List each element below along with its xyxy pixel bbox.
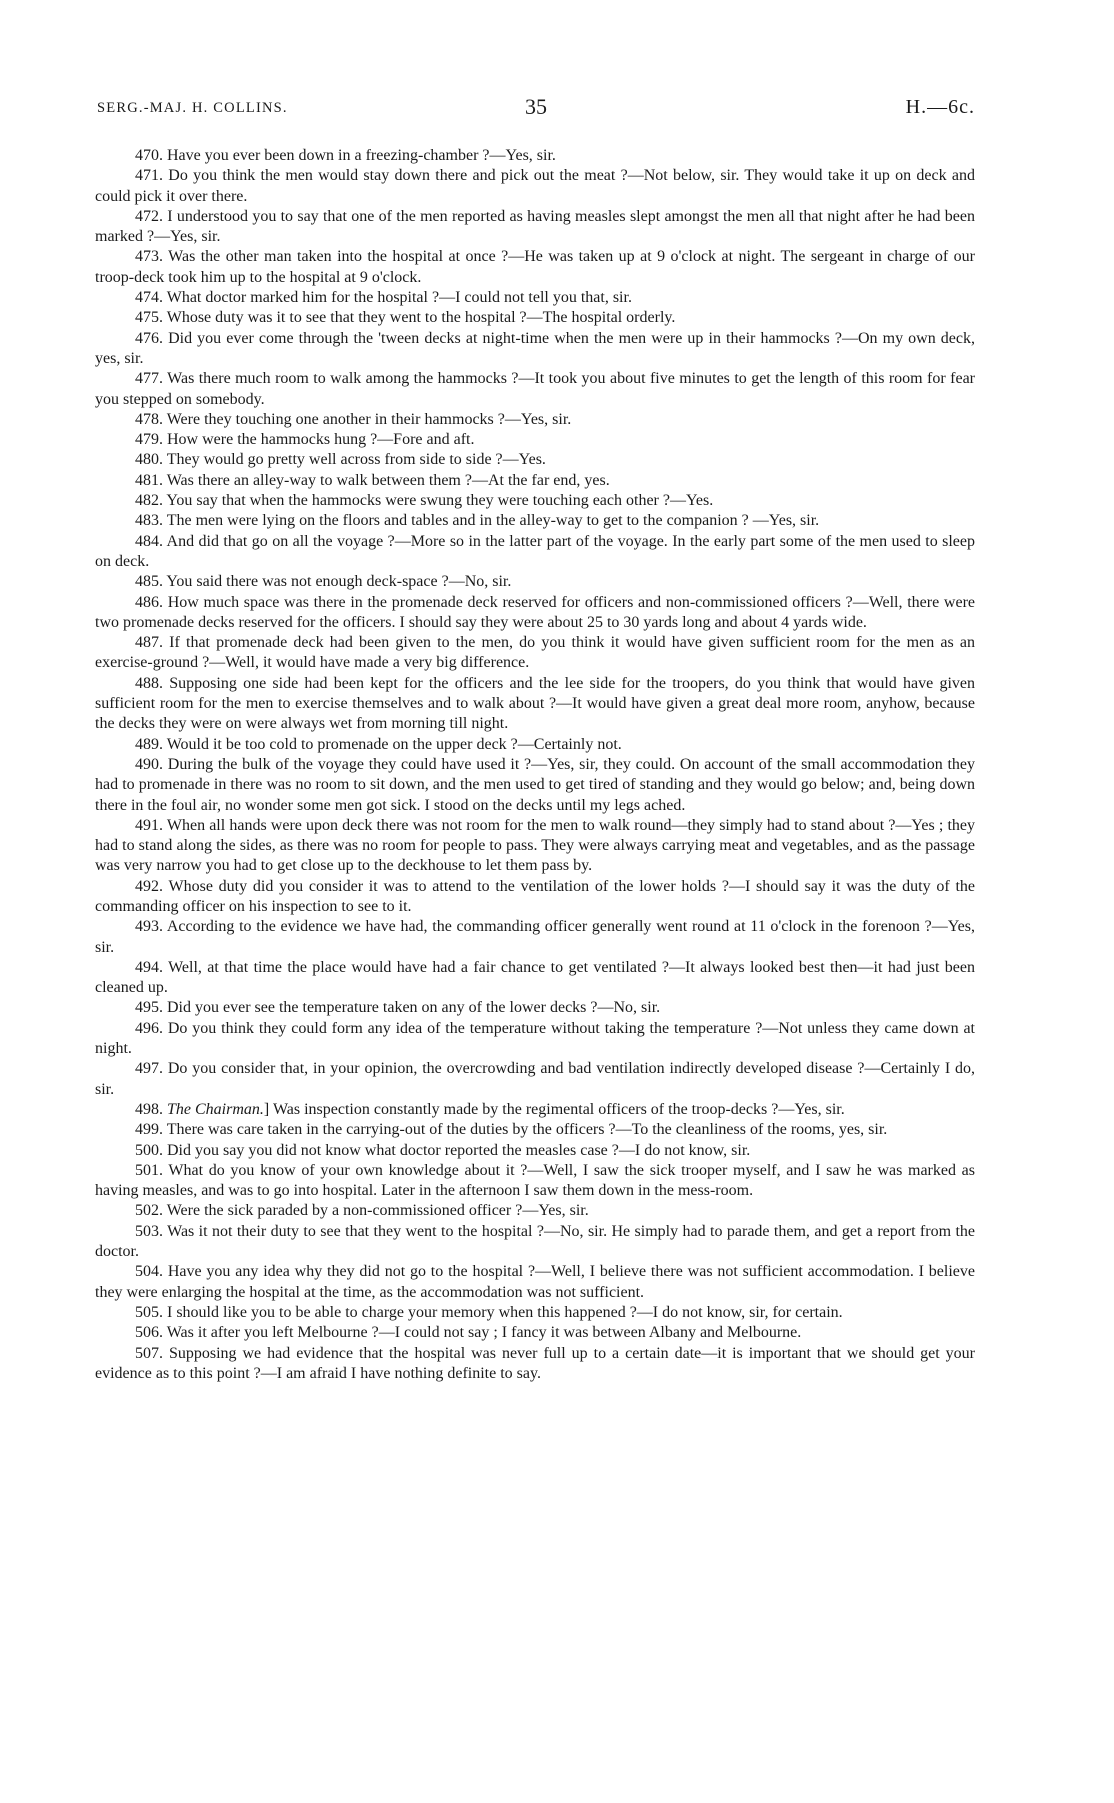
question-paragraph xyxy=(95,491,975,511)
speaker-name: The Chairman. xyxy=(167,1100,264,1118)
question-answer-text: Was there an alley-way to walk between them ?—At the far end, yes. xyxy=(166,471,610,489)
question-paragraph xyxy=(95,471,975,491)
question-number: 485. xyxy=(135,573,163,591)
question-paragraph xyxy=(95,674,975,735)
question-paragraph xyxy=(95,410,975,430)
question-number: 490. xyxy=(135,755,163,773)
question-answer-text: There was care taken in the carrying-out of the duties by the officers ?—To the cleanliness of the rooms, yes, sir. xyxy=(166,1121,888,1139)
question-paragraph xyxy=(95,450,975,470)
question-answer-text: Do you think the men would stay down there and pick out the meat ?—Not below, sir. They would take it up on deck and could pick it over there. xyxy=(95,167,976,205)
question-answer-text: During the bulk of the voyage they could have used it ?—Yes, sir, they could. On account of the small accommodation they had to promenade in there was no room to sit down, and the men used to get tired of standing and they would go below; and, being down there in the foul air, no wonder some men got sick. I stood on the decks until my legs ached. xyxy=(95,755,976,814)
question-number: 482. xyxy=(135,492,163,510)
question-answer-text: Do you consider that, in your opinion, the overcrowding and bad ventilation indirectly developed disease ?—Certainly I do, sir. xyxy=(95,1060,976,1098)
question-paragraph xyxy=(95,430,975,450)
question-answer-text: Have you ever been down in a freezing-chamber ?—Yes, sir. xyxy=(167,147,556,164)
question-paragraph xyxy=(95,816,975,877)
header-document-code: H.—6c. xyxy=(905,96,975,118)
question-paragraph xyxy=(95,1019,975,1060)
question-number: 495. xyxy=(135,999,163,1017)
question-paragraph xyxy=(95,1262,975,1303)
question-paragraph xyxy=(95,998,975,1018)
question-number: 486. xyxy=(135,593,163,611)
question-answer-text: I understood you to say that one of the men reported as having measles slept amongst the men all that night after he had been marked ?—Yes, sir. xyxy=(95,207,975,246)
question-paragraph xyxy=(95,1059,975,1100)
question-number: 506. xyxy=(135,1324,163,1342)
question-number: 484. xyxy=(135,532,163,550)
question-number: 473. xyxy=(135,248,163,266)
question-number: 478. xyxy=(135,410,163,428)
question-number: 497. xyxy=(135,1060,163,1078)
question-number: 493. xyxy=(135,918,163,936)
question-answer-text: Did you say you did not know what doctor reported the measles case ?—I do not know, sir. xyxy=(167,1141,751,1159)
question-paragraph xyxy=(95,1120,975,1140)
question-answer-text: You said there was not enough deck-space ?—No, sir. xyxy=(166,573,512,591)
question-answer-text: Whose duty did you consider it was to attend to the ventilation of the lower holds ?—I should say it was the duty of the commanding officer on his inspection to see to it. xyxy=(95,877,975,915)
question-answer-text: What do you know of your own knowledge about it ?—Well, I saw the sick trooper myself, and I saw he was marked as having measles, and was to go into hospital. Later in the afternoon I saw them down in the mess-room. xyxy=(95,1161,975,1200)
question-number: 500. xyxy=(135,1141,163,1159)
question-answer-text: Was it not their duty to see that they went to the hospital ?—No, sir. He simply had to parade them, and get a report from the doctor. xyxy=(95,1222,975,1261)
question-number: 501. xyxy=(135,1161,163,1179)
question-paragraph xyxy=(95,755,975,816)
question-paragraph xyxy=(95,532,975,573)
header-witness-name: SERG.-MAJ. H. COLLINS. xyxy=(97,100,288,116)
question-number: 507. xyxy=(135,1344,163,1362)
question-number: 499. xyxy=(135,1121,163,1139)
page-header xyxy=(97,96,975,128)
question-answer-text: Was there much room to walk among the hammocks ?—It took you about five minutes to get the length of this room for fear you stepped on somebody. xyxy=(95,370,975,408)
question-answer-text: The men were lying on the floors and tables and in the alley-way to get to the companion ? —Yes, sir. xyxy=(166,512,820,530)
question-number: 496. xyxy=(135,1019,163,1037)
question-answer-text: When all hands were upon deck there was not room for the men to walk round—they simply had to stand about ?—Yes ; they had to stand along the sides, as there was no room for people to pass. They were always carrying meat and vegetables, and as the passage was very narrow you had to get close up to the deckhouse to let them pass by. xyxy=(95,816,975,875)
question-number: 474. xyxy=(135,289,163,307)
question-paragraph xyxy=(95,146,975,166)
question-number: 504. xyxy=(135,1263,163,1281)
question-number: 491. xyxy=(135,816,163,834)
question-number: 498. xyxy=(135,1100,163,1118)
question-number: 471. xyxy=(135,167,163,185)
question-answer-text: Whose duty was it to see that they went to the hospital ?—The hospital orderly. xyxy=(166,309,676,327)
question-number: 502. xyxy=(135,1202,163,1220)
question-paragraph xyxy=(95,369,975,410)
question-paragraph xyxy=(95,877,975,918)
question-number: 505. xyxy=(135,1303,163,1321)
question-answer-text: Have you any idea why they did not go to the hospital ?—Well, I believe there was not sufficient accommodation. I believe they were enlarging the hospital at the time, as the accommodation was not sufficient. xyxy=(95,1263,976,1301)
question-number: 477. xyxy=(135,370,163,388)
question-answer-text: If that promenade deck had been given to the men, do you think it would have given sufficient room for the men as an exercise-ground ?—Well, it would have made a very big difference. xyxy=(95,634,976,672)
question-answer-text: And did that go on all the voyage ?—More so in the latter part of the voyage. In the early part some of the men used to sleep on deck. xyxy=(95,532,975,570)
question-paragraph xyxy=(95,288,975,308)
question-number: 479. xyxy=(135,431,163,449)
question-number: 494. xyxy=(135,958,163,976)
question-paragraph xyxy=(95,735,975,755)
question-answer-text: How much space was there in the promenade deck reserved for officers and non-commissioned officers ?—Well, there were two promenade decks reserved for the officers. I should say they were about 25 to 30 yards long and about 4 yards wide. xyxy=(95,593,975,631)
question-paragraph xyxy=(95,1303,975,1323)
question-answer-text: How were the hammocks hung ?—Fore and aft. xyxy=(167,431,475,449)
question-answer-text: Supposing we had evidence that the hospital was never full up to a certain date—it is important that we should get your evidence as to this point ?—I am afraid I have nothing definite to say. xyxy=(95,1344,976,1382)
question-paragraph xyxy=(95,308,975,328)
page-number: 35 xyxy=(525,94,547,119)
question-paragraph xyxy=(95,1323,975,1343)
question-paragraph xyxy=(95,1222,975,1263)
question-paragraph xyxy=(95,166,975,207)
question-paragraph xyxy=(95,1201,975,1221)
question-answer-text: Supposing one side had been kept for the officers and the lee side for the troopers, do you think that would have given sufficient room for the men to exercise themselves and to walk about ?—It would have given a great deal more room, anyhow, because the decks they were on were always wet from morning till night. xyxy=(95,674,976,733)
question-answer-text: Did you ever see the temperature taken on any of the lower decks ?—No, sir. xyxy=(167,999,661,1017)
question-number: 487. xyxy=(135,634,163,652)
question-answer-text: Did you ever come through the 'tween decks at night-time when the men were up in their hammocks ?—On my own deck, yes, sir. xyxy=(95,329,976,367)
question-answer-text: What doctor marked him for the hospital ?—I could not tell you that, sir. xyxy=(166,289,632,307)
question-number: 476. xyxy=(135,329,163,347)
question-paragraph xyxy=(95,1141,975,1161)
question-number: 503. xyxy=(135,1222,163,1240)
question-paragraph xyxy=(95,1344,975,1385)
question-answer-text: Were the sick paraded by a non-commissioned officer ?—Yes, sir. xyxy=(166,1202,589,1220)
question-answer-text: Were they touching one another in their hammocks ?—Yes, sir. xyxy=(166,410,572,428)
question-answer-text: Would it be too cold to promenade on the upper deck ?—Certainly not. xyxy=(166,735,622,753)
question-number: 472. xyxy=(135,207,163,225)
question-number: 492. xyxy=(135,877,163,895)
question-paragraph xyxy=(95,207,975,248)
question-answer-text: You say that when the hammocks were swung they were touching each other ?—Yes. xyxy=(166,492,714,510)
question-answer-text: Was it after you left Melbourne ?—I could not say ; I fancy it was between Albany and Melbourne. xyxy=(166,1324,802,1342)
question-number: 489. xyxy=(135,735,163,753)
question-answer-text: ] Was inspection constantly made by the regimental officers of the troop-decks ?—Yes, sir. xyxy=(263,1100,845,1118)
question-answer-text: I should like you to be able to charge your memory when this happened ?—I do not know, sir, for certain. xyxy=(167,1303,843,1321)
question-paragraph xyxy=(95,593,975,634)
question-answer-text: According to the evidence we have had, the commanding officer generally went round at 11 o'clock in the forenoon ?—Yes, sir. xyxy=(95,918,975,956)
question-paragraph xyxy=(95,511,975,531)
question-paragraph xyxy=(95,1161,975,1202)
question-number: 480. xyxy=(135,451,163,469)
question-paragraph xyxy=(95,633,975,674)
question-answer-text: Well, at that time the place would have had a fair chance to get ventilated ?—It always looked best then—it had just been cleaned up. xyxy=(95,958,975,997)
question-paragraph xyxy=(95,329,975,370)
question-paragraph xyxy=(95,917,975,958)
question-number: 470. xyxy=(135,147,163,164)
question-paragraph xyxy=(95,572,975,592)
question-paragraph xyxy=(95,1100,975,1120)
question-number: 475. xyxy=(135,309,163,327)
question-number: 481. xyxy=(135,471,163,489)
question-answer-text: Do you think they could form any idea of the temperature without taking the temperature ?—Not unless they came down at night. xyxy=(95,1019,975,1058)
question-number: 488. xyxy=(135,674,163,692)
question-paragraph xyxy=(95,958,975,999)
question-number: 483. xyxy=(135,512,163,530)
question-paragraph xyxy=(95,247,975,288)
question-answer-text: They would go pretty well across from side to side ?—Yes. xyxy=(166,451,546,469)
question-answer-text: Was the other man taken into the hospital at once ?—He was taken up at 9 o'clock at night. The sergeant in charge of our troop-deck took him up to the hospital at 9 o'clock. xyxy=(95,248,976,286)
testimony-body xyxy=(95,146,975,1384)
